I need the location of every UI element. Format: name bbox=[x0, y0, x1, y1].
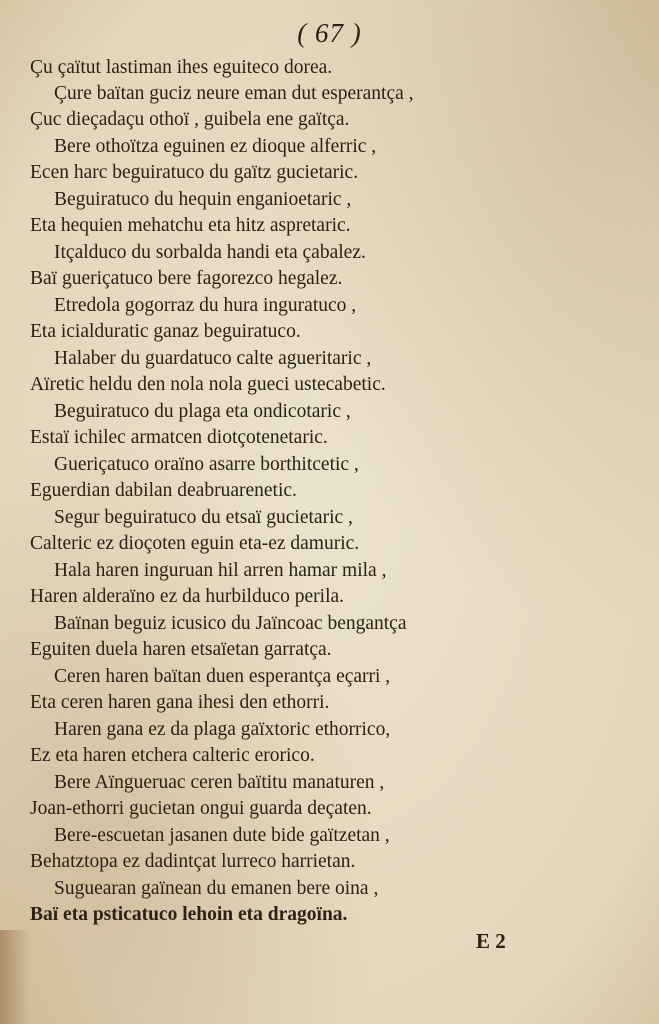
text-line: Haren gana ez da plaga gaïxtoric ethorrico, bbox=[54, 719, 391, 740]
text-line: Ceren haren baïtan duen esperantça eçarri , bbox=[54, 666, 391, 687]
page-number: ( 67 ) bbox=[297, 18, 362, 48]
text-line: Çuc dieçadaçu othoï , guibela ene gaïtça. bbox=[30, 109, 350, 130]
text-line: Estaï ichilec armatcen diotçotenetaric. bbox=[30, 427, 328, 448]
text-line: Çure baïtan guciz neure eman dut esperantça , bbox=[54, 83, 414, 104]
text-line: Aïretic heldu den nola nola gueci ustecabetic. bbox=[30, 374, 386, 395]
signature-mark: E 2 bbox=[476, 929, 506, 953]
text-line: Bere-escuetan jasanen dute bide gaïtzetan , bbox=[54, 825, 390, 846]
text-line: Bere othoïtza eguinen ez dioque alferric , bbox=[54, 136, 377, 157]
text-line: Etredola gogorraz du hura inguratuco , bbox=[54, 295, 357, 316]
text-line: Eguerdian dabilan deabruarenetic. bbox=[30, 480, 297, 501]
text-line: Bere Aïngueruac ceren baïtitu manaturen , bbox=[54, 772, 385, 793]
text-line: Eta hequien mehatchu eta hitz aspretaric. bbox=[30, 215, 351, 236]
text-line: Eta icialduratic ganaz beguiratuco. bbox=[30, 321, 301, 342]
text-line: Baï gueriçatuco bere fagorezco hegalez. bbox=[30, 268, 343, 289]
text-line: Suguearan gaïnean du emanen bere oina , bbox=[54, 878, 379, 899]
text-line: Baï eta psticatuco lehoin eta dragoïna. bbox=[30, 904, 348, 925]
text-line: Baïnan beguiz icusico du Jaïncoac bengantça bbox=[54, 613, 407, 634]
text-line: Eguiten duela haren etsaïetan garratça. bbox=[30, 639, 332, 660]
text-line: Calteric ez dioçoten eguin eta-ez damuric. bbox=[30, 533, 360, 554]
text-line: Gueriçatuco oraïno asarre borthitcetic , bbox=[54, 454, 359, 475]
text-line: Beguiratuco du plaga eta ondicotaric , bbox=[54, 401, 351, 422]
text-line: Joan-ethorri gucietan ongui guarda deçaten. bbox=[30, 798, 372, 819]
text-line: Halaber du guardatuco calte agueritaric , bbox=[54, 348, 372, 369]
text-line: Beguiratuco du hequin enganioetaric , bbox=[54, 189, 352, 210]
text-line: Ecen harc beguiratuco du gaïtz gucietaric. bbox=[30, 162, 359, 183]
text-line: Behatztopa ez dadintçat lurreco harrietan. bbox=[30, 851, 356, 872]
text-line: Ez eta haren etchera calteric erorico. bbox=[30, 745, 315, 766]
text-line: Eta ceren haren gana ihesi den ethorri. bbox=[30, 692, 330, 713]
text-line: Itçalduco du sorbalda handi eta çabalez. bbox=[54, 242, 366, 263]
text-line: Haren alderaïno ez da hurbilduco perila. bbox=[30, 586, 345, 607]
text-line: Çu çaïtut lastiman ihes eguiteco dorea. bbox=[30, 57, 333, 78]
text-line: Hala haren inguruan hil arren hamar mila , bbox=[54, 560, 387, 581]
text-line: Segur beguiratuco du etsaï gucietaric , bbox=[54, 507, 353, 528]
paper-stain bbox=[0, 930, 30, 1024]
